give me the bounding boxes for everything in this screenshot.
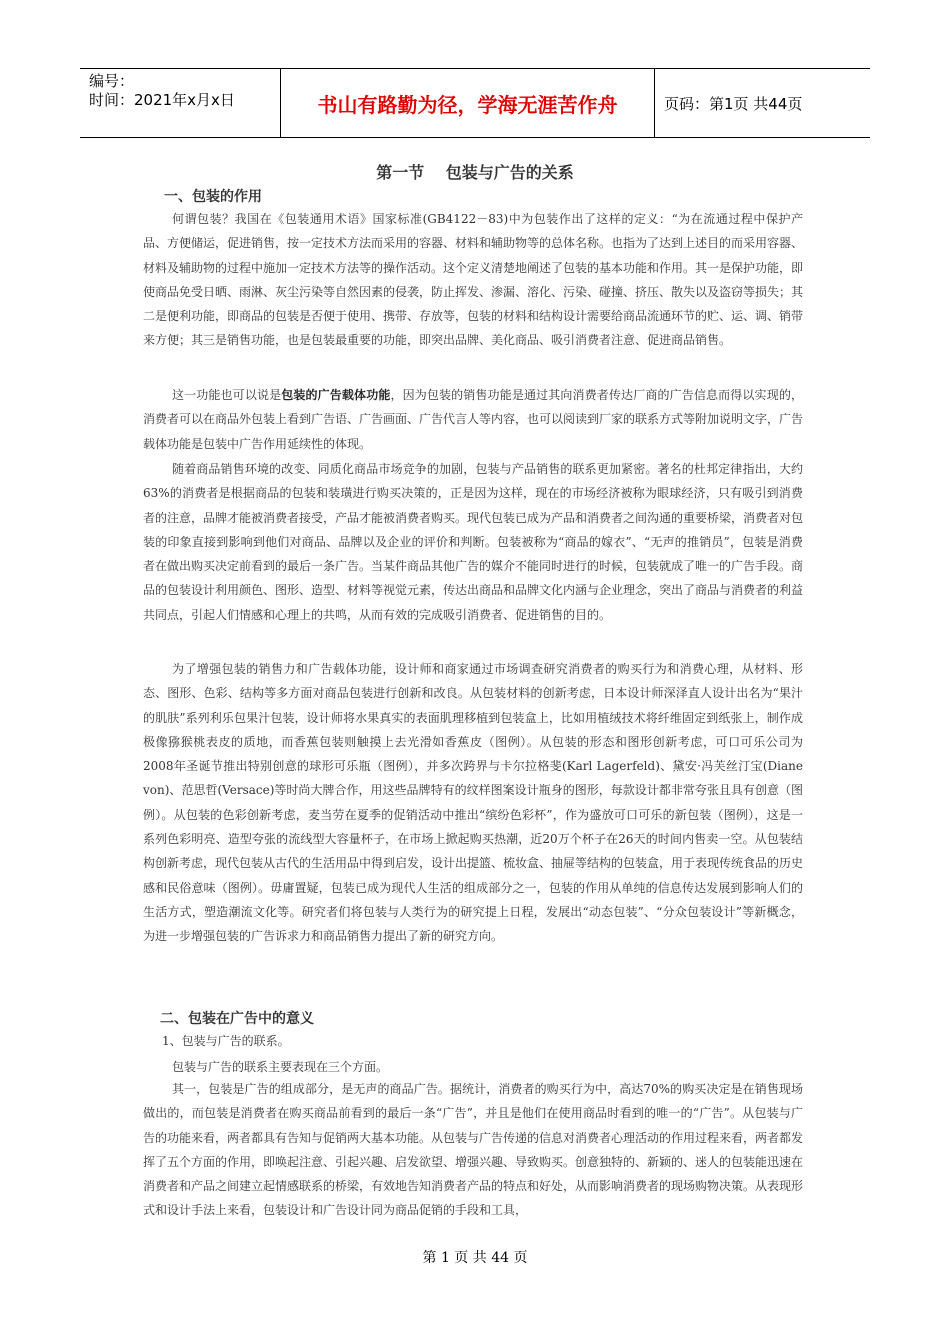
paragraph-definition: 何谓包装？我国在《包装通用术语》国家标准(GB4122－83)中为包装作出了这样的定义：“为在流通过程中保护产品、方便储运，促进销售，按一定技术方法而采用的容器、材料和辅助物等的总体名称。也指为了达到上述目的而采用容器、材料及辅助物的过程中施加一定技术方法等的操作活动。这个定义清楚地阐述了包装的基本功能和作用。其一是保护功能，即使商品免受日晒、雨淋、灰尘污染等自然因素的侵袭，防止挥发、渗漏、溶化、污染、碰撞、挤压、散失以及盗窃等损失；其二是便利功能，即商品的包装是否便于使用、携带、存放等，包装的材料和结构设计需要给商品流通环节的贮、运、调、销带来方便；其三是销售功能，也是包装最重要的功能，即突出品牌、美化商品、吸引消费者注意、促进商品销售。 [143,212,804,348]
header-page-info: 页码：第1页 共44页 [664,94,803,113]
paragraph-text: ，因为包装的销售功能是通过其向消费者传达厂商的广告信息而得以实现的，消费者可以在商品外包装上看到广告语、广告画面、广告代言人等内容，也可以阅读到厂家的联系方式等附加说明文字，广告载体功能是包装中广告作用延续性的体现。 [143,388,804,451]
paragraph-intro: 包装与广告的联系主要表现在三个方面。 [172,1060,389,1074]
header-meta-cell [80,69,281,137]
paragraph-first-aspect: 其一，包装是广告的组成部分，是无声的商品广告。据统计，消费者的购买行为中，高达70%的购买决定是在销售现场做出的，而包装是消费者在购买商品前看到的最后一条“广告”，并且是他们在使用商品时看到的唯一的“广告”。从包装与广告的功能来看，两者都具有告知与促销两大基本功能。从包装与广告传递的信息对消费者心理活动的作用过程来看，两者都发挥了五个方面的作用，即唤起注意、引起兴趣、启发欲望、增强兴趣、导致购买。创意独特的、新颖的、迷人的包装能迅速在消费者和产品之间建立起情感联系的桥梁，有效地告知消费者产品的特点和好处，从而影响消费者的现场购物决策。从表现形式和设计手法上来看，包装设计和广告设计同为商品促销的手段和工具， [143,1082,804,1218]
paragraph-text: 这一功能也可以说是 [172,388,282,402]
page-footer: 第 1 页 共 44 页 [422,1250,528,1266]
emphasis-term: 包装的广告载体功能 [281,388,391,402]
subheading-relation: 1、包装与广告的联系。 [162,1034,290,1048]
page-header [80,68,870,138]
document-number-label: 编号： [89,72,135,90]
heading-packaging-in-ads: 二、包装在广告中的意义 [160,1011,314,1027]
heading-packaging-role: 一、包装的作用 [164,189,262,205]
section-title: 第一节 包装与广告的关系 [376,163,574,182]
paragraph-innovation: 为了增强包装的销售力和广告载体功能，设计师和商家通过市场调查研究消费者的购买行为和消费心理，从材料、形态、图形、色彩、结构等多方面对商品包装进行创新和改良。从包装材料的创新考虑，日本设计师深泽直人设计出名为“果汁的肌肤”系列利乐包果汁包装，设计师将水果真实的表面肌理移植到包装盒上，比如用植绒技术将纤维固定到纸张上，制作成极像猕猴桃表皮的质地，而香蕉包装则触摸上去光滑如香蕉皮（图例）。从包装的形态和图形创新考虑，可口可乐公司为2008年圣诞节推出特别创意的球形可乐瓶（图例），并多次跨界与卡尔拉格斐(Karl Lagerfeld)、黛安·冯芙丝汀宝(Diane von)、范思哲(Versace)等时尚大牌合作，用这些品牌特有的纹样图案设计瓶身的图形，每款设计都非常夸张且具有创意（图例）。从包装的色彩创新考虑，麦当劳在夏季的促销活动中推出“缤纷色彩杯”，作为盛放可口可乐的新包装（图例），这是一系列色彩明亮、造型夸张的流线型大容量杯子，在市场上掀起购买热潮，近20万个杯子在26天的时间内售卖一空。从包装结构创新考虑，现代包装从古代的生活用品中得到启发，设计出提篮、梳妆盒、抽屉等结构的包装盒，用于表现传统食品的历史感和民俗意味（图例）。毋庸置疑，包装已成为现代人生活的组成部分之一，包装的作用从单纯的信息传达发展到影响人们的生活方式，塑造潮流文化等。研究者们将包装与人类行为的研究提上日程，发展出“动态包装”、“分众包装设计”等新概念，为进一步增强包装的广告诉求力和商品销售力提出了新的研究方向。 [143,662,804,944]
paragraph-advertising-carrier [143,383,803,456]
paragraph-sales-environment: 随着商品销售环境的改变、同质化商品市场竞争的加剧，包装与产品销售的联系更加紧密。著名的杜邦定律指出，大约63%的消费者是根据商品的包装和装璜进行购买决策的，正是因为这样，现在的市场经济被称为眼球经济，只有吸引到消费者的注意，品牌才能被消费者接受，产品才能被消费者购买。现代包装已成为产品和消费者之间沟通的重要桥梁，消费者对包装的印象直接到影响到他们对商品、品牌以及企业的评价和判断。包装被称为“商品的嫁衣”、“无声的推销员”，包装是消费者在做出购买决定前看到的最后一条广告。当某件商品其他广告的媒介不能同时进行的时候，包装就成了唯一的广告手段。商品的包装设计利用颜色、图形、造型、材料等视觉元素，传达出商品和品牌文化内涵与企业理念，突出了商品与消费者的利益共同点，引起人们情感和心理上的共鸣，从而有效的完成吸引消费者、促进销售的目的。 [143,462,804,622]
document-date: 时间：2021年x月x日 [89,91,235,109]
header-motto: 书山有路勤为径，学海无涯苦作舟 [281,69,655,137]
